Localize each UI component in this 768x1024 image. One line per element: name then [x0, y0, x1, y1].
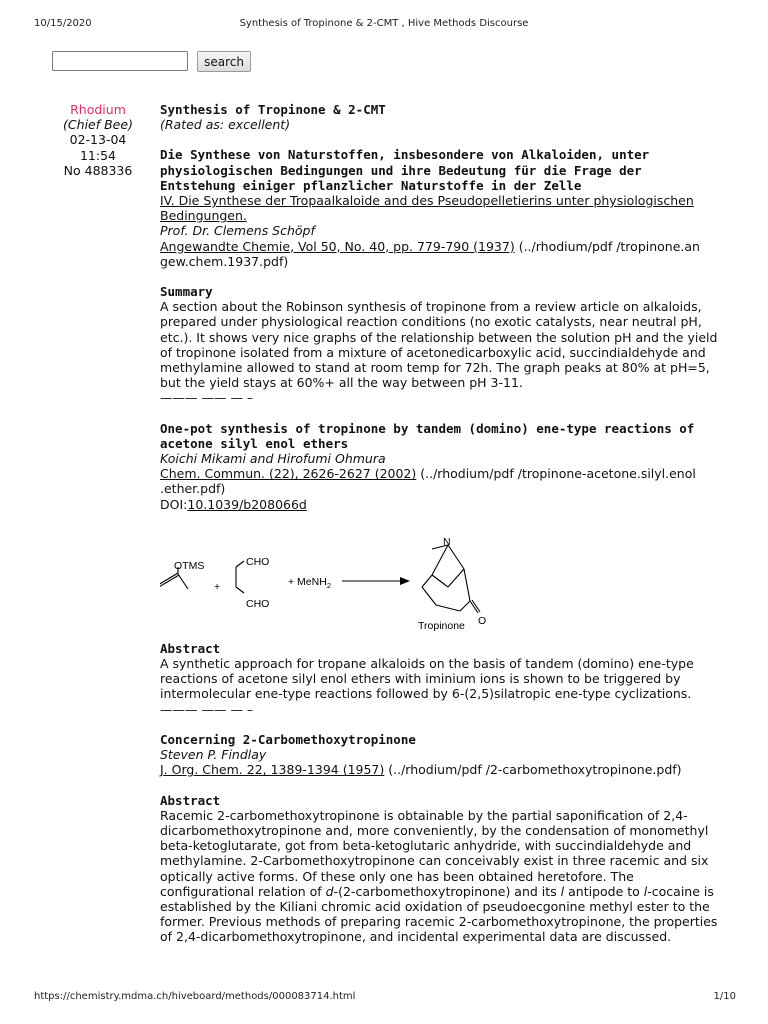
summary-heading: Summary: [160, 284, 213, 300]
print-header: [34, 18, 734, 32]
doi-prefix: DOI:: [160, 496, 188, 512]
reaction-scheme: [160, 529, 720, 641]
ref2-citation-link[interactable]: Chem. Commun. (22), 2626-2627 (2002): [160, 466, 417, 482]
ref3-citation-line: [160, 762, 720, 777]
post-rating: (Rated as: excellent): [160, 117, 291, 133]
product-label: Tropinone: [418, 619, 465, 632]
ref3-abstract-heading: Abstract: [160, 792, 221, 808]
ref3-abstract-text: Racemic 2-carbomethoxytropinone is obtainable by the partial saponification of 2,4-dicarbomethoxytropinone and, more conveniently, by the condensation of monomethyl beta-ketoglutarate, got from beta-ketoglutaric anhydride, with succindialdehyde and methylamine. 2-Carbomethoxytropinone can conceivably exist in three racemic and six optically active forms. Of these only one has been obtained heretofore. The configurational relation of d-(2-carbomethoxytropinone) and its l antipode to l-cocaine is established by the Kiliani chromic acid oxidation of pseudoecgonine methyl ester to the former. Previous methods of preparing racemic 2-carbomethoxytropinone, the properties of 2,4-dicarbomethoxytropinone, and incidental experimental data are discussed.: [160, 807, 718, 945]
ref3-author: Steven P. Findlay: [160, 747, 267, 763]
separator: ——— —— — –: [160, 390, 254, 406]
ref1-subtitle-link[interactable]: IV. Die Synthese der Tropaalkaloide and des Pseudopelletierins unter physiologischen Bedingungen.: [160, 193, 694, 224]
post-title: Synthesis of Tropinone & 2-CMT: [160, 102, 386, 117]
ref1-author: Prof. Dr. Clemens Schöpf: [160, 223, 315, 239]
otms-label: OTMS: [174, 559, 205, 572]
search-button[interactable]: search: [197, 51, 251, 72]
ref2-title: One-pot synthesis of tropinone by tandem (domino) ene-type reactions of acetone silyl enol ethers: [160, 420, 695, 451]
cho-top-label: CHO: [246, 555, 270, 568]
author-info: [40, 102, 156, 178]
oxygen-label: O: [478, 614, 487, 627]
cho-bottom-label: CHO: [246, 597, 270, 610]
ref2-abstract-heading: Abstract: [160, 640, 221, 656]
post-date: 02-13-04: [69, 132, 127, 148]
ref1-title: Die Synthese von Naturstoffen, insbesondere von Alkaloiden, unter physiologischen Bedingungen und ihre Bedeutung für die Frage der Entstehung einiger pflanzlicher Naturstoffe in der Zelle: [160, 147, 650, 193]
search-bar: [52, 51, 251, 72]
post-number: No 488336: [63, 162, 133, 178]
page-number: 1/10: [713, 991, 736, 1002]
plus-sign: +: [214, 580, 221, 593]
summary-text: A section about the Robinson synthesis of tropinone from a review article on alkaloids, prepared under physiological reaction conditions (no exotic catalysts, near neutral pH, etc.). It shows very nice graphs of the relationship between the solution pH and the yield of tropinone isolated from a mixture of acetonedicarboxylic acid, succindialdehyde and methylamine allowed to stand at room temp for 72h. The graph peaks at 80% at pH=5, but the yield stays at 60%+ all the way between pH 3-11.: [160, 299, 718, 391]
author-name[interactable]: Rhodium: [70, 102, 126, 117]
ref2-pdf-path: (../rhodium/pdf /tropinone-acetone.silyl.enol .ether.pdf): [160, 466, 696, 497]
author-rank: (Chief Bee): [63, 117, 133, 133]
ref2-abstract-text: A synthetic approach for tropane alkaloids on the basis of tandem (domino) ene-type reactions of acetone silyl enol ethers with iminium ions is shown to be triggered by intermolecular ene-type reactions followed by 6-(2,5)silatropic ene-type cyclizations.: [160, 656, 694, 702]
separator: ——— —— — –: [160, 701, 254, 717]
ref3-pdf-path: (../rhodium/pdf /2-carbomethoxytropinone.pdf): [388, 762, 682, 778]
ref3-title: Concerning 2-Carbomethoxytropinone: [160, 731, 416, 747]
reagent-label: + MeNH$_2$: [288, 575, 331, 590]
doi-link[interactable]: 10.1039/b208066d: [187, 496, 307, 512]
post-time: 11:54: [79, 147, 117, 163]
ref1-citation-link[interactable]: Angewandte Chemie, Vol 50, No. 40, pp. 779-790 (1937): [160, 238, 515, 254]
reaction-scheme-svg: [160, 529, 720, 641]
nitrogen-label: N: [443, 535, 451, 548]
print-footer: [34, 991, 736, 1005]
ref1-citation-line: [160, 239, 720, 269]
ref3-citation-link[interactable]: J. Org. Chem. 22, 1389-1394 (1957): [160, 762, 385, 778]
print-title: Synthesis of Tropinone & 2-CMT , Hive Methods Discourse: [239, 18, 529, 29]
ref1-pdf-path: (../rhodium/pdf /tropinone.an gew.chem.1937.pdf): [160, 238, 700, 269]
ref2-authors: Koichi Mikami and Hirofumi Ohmura: [160, 451, 386, 467]
ref2-doi-line: [160, 497, 720, 512]
post-body: [160, 102, 720, 945]
print-date: 10/15/2020: [34, 18, 92, 29]
print-url: https://chemistry.mdma.ch/hiveboard/methods/000083714.html: [34, 991, 356, 1002]
search-input[interactable]: [52, 51, 188, 71]
ref2-citation-line: [160, 466, 720, 496]
